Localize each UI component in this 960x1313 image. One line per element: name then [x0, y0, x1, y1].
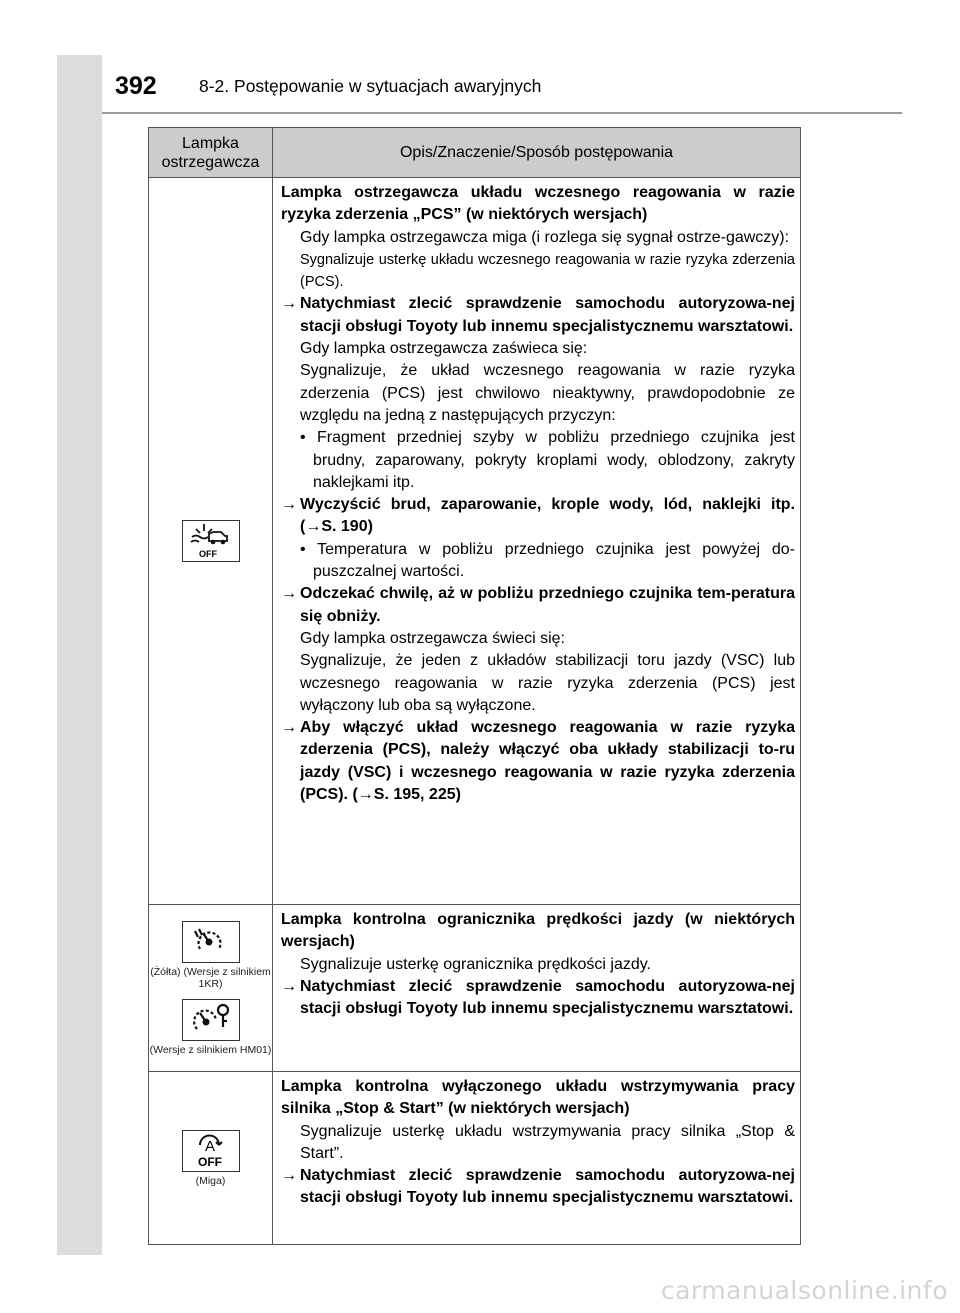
speed-limiter-malfunction-icon: [182, 999, 240, 1041]
watermark: carmanualsonline.info: [660, 1276, 948, 1305]
arrow-icon: →: [281, 496, 297, 514]
table-row: [149, 1072, 801, 1245]
section-title: 8-2. Postępowanie w sytuacjach awaryjnych: [199, 76, 542, 96]
arrow-icon: →: [281, 1167, 297, 1185]
icon-caption: (Miga): [195, 1174, 226, 1187]
icon-caption: (Żółta) (Wersje z silnikiem 1KR): [150, 965, 271, 990]
arrow-icon: →: [281, 295, 297, 313]
action-instruction: → Wyczyścić brud, zaparowanie, krople wody, lód, naklejki itp. (→S. 190): [281, 496, 795, 536]
warning-lights-table: [148, 127, 801, 1245]
page-number: 392: [115, 72, 157, 100]
item-text: Sygnalizuje usterkę ogranicznika prędkości jazdy.: [300, 955, 651, 973]
arrow-icon: →: [281, 585, 297, 603]
action-instruction: → Natychmiast zlecić sprawdzenie samochodu autoryzowa-nej stacji obsługi Toyoty lub innemu specjalistycznemu warsztatowi.: [281, 1167, 795, 1207]
item-title: Lampka ostrzegawcza układu wczesnego reagowania w razie ryzyka zderzenia „PCS” (w niektórych wersjach): [281, 184, 795, 224]
description-cell: [273, 1072, 801, 1245]
column-header-description: Opis/Znaczenie/Sposób postępowania: [273, 128, 801, 178]
action-instruction: → Aby włączyć układ wczesnego reagowania w razie ryzyka zderzenia (PCS), należy włączyć oba układy stabilizacji to-ru jazdy (VSC) i wczesnego reagowania w razie ryzyka zderzenia (PCS). (→S. 195, 225): [281, 719, 795, 804]
item-text: Sygnalizuje, że jeden z układów stabilizacji toru jazdy (VSC) lub wczesnego reagowania w razie ryzyka zderzenia (PCS) jest wyłączony lub oba są wyłączone.: [300, 652, 795, 714]
item-text: Gdy lampka ostrzegawcza zaświeca się:: [300, 340, 588, 358]
pcs-off-warning-icon: [182, 520, 240, 562]
stop-start-off-icon: [182, 1130, 240, 1172]
bullet-item: • Temperatura w pobliżu przedniego czujnika jest powyżej do-puszczalnej wartości.: [300, 540, 795, 581]
table-row: [149, 905, 801, 1072]
icon-cell: [149, 905, 273, 1072]
arrow-icon: →: [281, 977, 297, 995]
speed-limiter-icon: [182, 921, 240, 963]
side-tab-bar: [57, 55, 102, 1255]
table-header-row: [149, 128, 801, 178]
table-row: [149, 178, 801, 905]
header-divider: [102, 112, 902, 114]
icon-cell: [149, 1072, 273, 1245]
description-cell: [273, 178, 801, 905]
item-text: Sygnalizuje usterkę układu wczesnego reagowania w razie ryzyka zderzenia (PCS).: [300, 251, 795, 291]
icon-cell: [149, 178, 273, 905]
action-instruction: → Natychmiast zlecić sprawdzenie samochodu autoryzowa-nej stacji obsługi Toyoty lub innemu specjalistycznemu warsztatowi.: [281, 295, 795, 335]
column-header-light: Lampka ostrzegawcza: [149, 128, 273, 178]
action-instruction: → Odczekać chwilę, aż w pobliżu przedniego czujnika tem-peratura się obniży.: [281, 585, 795, 625]
item-title: Lampka kontrolna wyłączonego układu wstrzymywania pracy silnika „Stop & Start” (w niektórych wersjach): [281, 1078, 795, 1118]
item-text: Sygnalizuje usterkę układu wstrzymywania pracy silnika „Stop & Start”.: [300, 1122, 795, 1162]
description-cell: [273, 905, 801, 1072]
item-text: Gdy lampka ostrzegawcza świeci się:: [300, 629, 565, 647]
icon-caption: (Wersje z silnikiem HM01): [149, 1043, 272, 1056]
arrow-icon: →: [281, 719, 297, 737]
item-text: Gdy lampka ostrzegawcza miga (i rozlega się sygnał ostrze-gawczy):: [300, 228, 790, 246]
bullet-item: • Fragment przedniej szyby w pobliżu przedniego czujnika jest brudny, zaparowany, pokryty kroplami wody, oblodzony, zakryty naklejkami itp.: [300, 429, 795, 491]
icon-label-off: OFF: [197, 1154, 222, 1169]
page-header: [115, 72, 905, 112]
item-text: Sygnalizuje, że układ wczesnego reagowania w razie ryzyka zderzenia (PCS) jest chwilowo nieaktywny, prawdopodobnie ze względu na jedną z następujących przyczyn:: [300, 362, 795, 424]
icon-label-a: A: [204, 1137, 215, 1155]
item-title: Lampka kontrolna ogranicznika prędkości jazdy (w niektórych wersjach): [281, 911, 795, 951]
icon-label-off: OFF: [198, 549, 217, 559]
action-instruction: → Natychmiast zlecić sprawdzenie samochodu autoryzowa-nej stacji obsługi Toyoty lub innemu specjalistycznemu warsztatowi.: [281, 977, 795, 1018]
